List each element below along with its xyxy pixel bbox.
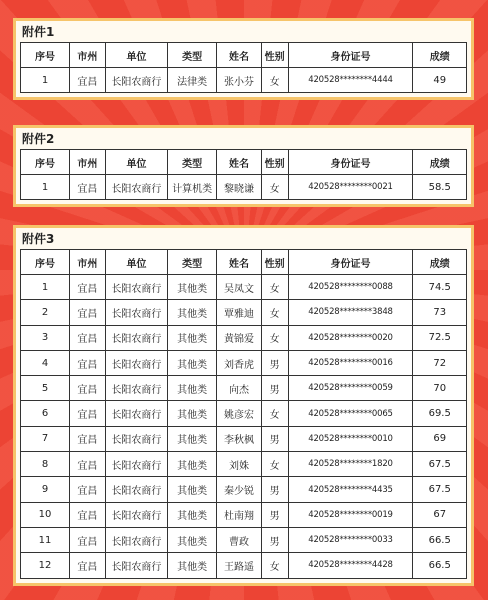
table-row: [21, 452, 467, 477]
column-header: 市州: [70, 150, 106, 175]
attachment-table: [20, 42, 467, 93]
table-cell: 姚彦宏: [217, 401, 262, 426]
table-cell: 其他类: [168, 452, 217, 477]
table-cell: 420528********0016: [288, 350, 413, 375]
table-cell: 黄锦爱: [217, 325, 262, 350]
table-cell: 420528********1820: [288, 452, 413, 477]
table-cell: 72: [413, 350, 467, 375]
table-cell: 420528********0020: [288, 325, 413, 350]
column-header: 身份证号: [288, 43, 413, 68]
table-header-row: [21, 150, 467, 175]
table-cell: 2: [21, 300, 70, 325]
table-cell: 1: [21, 175, 70, 200]
table-cell: 72.5: [413, 325, 467, 350]
attachment-table: [20, 249, 467, 579]
column-header: 序号: [21, 43, 70, 68]
table-row: [21, 376, 467, 401]
table-cell: 其他类: [168, 275, 217, 300]
table-cell: 黎晓谦: [217, 175, 262, 200]
table-cell: 66.5: [413, 553, 467, 578]
table-cell: 男: [261, 376, 288, 401]
table-row: [21, 68, 467, 93]
table-cell: 宜昌: [70, 350, 106, 375]
table-row: [21, 553, 467, 578]
table-cell: 10: [21, 502, 70, 527]
table-row: [21, 502, 467, 527]
table-cell: 张小芬: [217, 68, 262, 93]
table-cell: 7: [21, 426, 70, 451]
table-cell: 420528********0065: [288, 401, 413, 426]
table-cell: 420528********0010: [288, 426, 413, 451]
table-cell: 58.5: [413, 175, 467, 200]
table-cell: 长阳农商行: [105, 527, 167, 552]
table-cell: 其他类: [168, 401, 217, 426]
column-header: 成绩: [413, 250, 467, 275]
table-cell: 长阳农商行: [105, 350, 167, 375]
column-header: 身份证号: [288, 150, 413, 175]
table-cell: 74.5: [413, 275, 467, 300]
table-cell: 宜昌: [70, 426, 106, 451]
table-cell: 长阳农商行: [105, 553, 167, 578]
table-cell: 女: [261, 175, 288, 200]
table-cell: 覃雅迪: [217, 300, 262, 325]
table-cell: 宜昌: [70, 502, 106, 527]
column-header: 序号: [21, 150, 70, 175]
column-header: 姓名: [217, 43, 262, 68]
table-cell: 刘姝: [217, 452, 262, 477]
column-header: 单位: [105, 150, 167, 175]
table-cell: 其他类: [168, 350, 217, 375]
table-cell: 420528********4435: [288, 477, 413, 502]
table-cell: 宜昌: [70, 376, 106, 401]
column-header: 序号: [21, 250, 70, 275]
table-cell: 其他类: [168, 477, 217, 502]
table-cell: 女: [261, 275, 288, 300]
column-header: 性别: [261, 150, 288, 175]
table-header-row: [21, 43, 467, 68]
column-header: 姓名: [217, 250, 262, 275]
column-header: 类型: [168, 43, 217, 68]
table-cell: 420528********0088: [288, 275, 413, 300]
table-cell: 长阳农商行: [105, 300, 167, 325]
table-cell: 67.5: [413, 452, 467, 477]
table-cell: 长阳农商行: [105, 376, 167, 401]
table-cell: 11: [21, 527, 70, 552]
column-header: 类型: [168, 150, 217, 175]
table-cell: 70: [413, 376, 467, 401]
table-cell: 1: [21, 275, 70, 300]
column-header: 性别: [261, 250, 288, 275]
table-cell: 宜昌: [70, 527, 106, 552]
table-cell: 宜昌: [70, 325, 106, 350]
table-cell: 宜昌: [70, 175, 106, 200]
table-cell: 长阳农商行: [105, 477, 167, 502]
table-cell: 长阳农商行: [105, 426, 167, 451]
table-header: [21, 250, 467, 275]
column-header: 性别: [261, 43, 288, 68]
table-cell: 其他类: [168, 527, 217, 552]
table-cell: 9: [21, 477, 70, 502]
table-cell: 李秋枫: [217, 426, 262, 451]
table-cell: 女: [261, 401, 288, 426]
table-cell: 法律类: [168, 68, 217, 93]
table-cell: 66.5: [413, 527, 467, 552]
table-cell: 69: [413, 426, 467, 451]
table-row: [21, 175, 467, 200]
table-cell: 1: [21, 68, 70, 93]
table-cell: 6: [21, 401, 70, 426]
table-cell: 49: [413, 68, 467, 93]
table-cell: 杜南翔: [217, 502, 262, 527]
column-header: 市州: [70, 250, 106, 275]
table-row: [21, 477, 467, 502]
table-cell: 男: [261, 426, 288, 451]
table-row: [21, 401, 467, 426]
table-cell: 男: [261, 477, 288, 502]
table-row: [21, 275, 467, 300]
table-cell: 曹政: [217, 527, 262, 552]
table-cell: 其他类: [168, 502, 217, 527]
table-cell: 其他类: [168, 325, 217, 350]
table-body: [21, 175, 467, 200]
table-cell: 420528********4444: [288, 68, 413, 93]
table-cell: 8: [21, 452, 70, 477]
table-cell: 向杰: [217, 376, 262, 401]
table-row: [21, 300, 467, 325]
table-cell: 长阳农商行: [105, 401, 167, 426]
column-header: 单位: [105, 250, 167, 275]
attachment-1-card: [13, 18, 474, 100]
column-header: 姓名: [217, 150, 262, 175]
attachment-table: [20, 149, 467, 200]
table-cell: 计算机类: [168, 175, 217, 200]
table-header-row: [21, 250, 467, 275]
table-header: [21, 43, 467, 68]
table-cell: 长阳农商行: [105, 68, 167, 93]
table-cell: 420528********0059: [288, 376, 413, 401]
table-cell: 长阳农商行: [105, 452, 167, 477]
table-cell: 长阳农商行: [105, 502, 167, 527]
table-cell: 男: [261, 502, 288, 527]
table-cell: 宜昌: [70, 401, 106, 426]
column-header: 成绩: [413, 43, 467, 68]
table-cell: 长阳农商行: [105, 175, 167, 200]
table-cell: 男: [261, 527, 288, 552]
table-cell: 女: [261, 300, 288, 325]
table-cell: 宜昌: [70, 553, 106, 578]
table-body: [21, 275, 467, 579]
table-cell: 长阳农商行: [105, 275, 167, 300]
table-cell: 3: [21, 325, 70, 350]
column-header: 市州: [70, 43, 106, 68]
table-cell: 王路遥: [217, 553, 262, 578]
table-cell: 刘香虎: [217, 350, 262, 375]
table-cell: 420528********4428: [288, 553, 413, 578]
table-cell: 吴凤文: [217, 275, 262, 300]
table-cell: 宜昌: [70, 477, 106, 502]
column-header: 身份证号: [288, 250, 413, 275]
table-cell: 420528********3848: [288, 300, 413, 325]
attachment-2-card: [13, 125, 474, 207]
table-cell: 宜昌: [70, 300, 106, 325]
table-cell: 女: [261, 325, 288, 350]
table-cell: 4: [21, 350, 70, 375]
table-cell: 其他类: [168, 300, 217, 325]
table-row: [21, 527, 467, 552]
table-cell: 67: [413, 502, 467, 527]
table-cell: 5: [21, 376, 70, 401]
table-cell: 其他类: [168, 553, 217, 578]
table-cell: 其他类: [168, 426, 217, 451]
attachment-title: 附件2: [22, 132, 55, 146]
table-cell: 67.5: [413, 477, 467, 502]
table-cell: 宜昌: [70, 275, 106, 300]
column-header: 类型: [168, 250, 217, 275]
table-cell: 女: [261, 553, 288, 578]
table-cell: 宜昌: [70, 452, 106, 477]
table-row: [21, 350, 467, 375]
table-cell: 男: [261, 350, 288, 375]
table-body: [21, 68, 467, 93]
table-cell: 69.5: [413, 401, 467, 426]
table-cell: 其他类: [168, 376, 217, 401]
table-cell: 秦少锐: [217, 477, 262, 502]
table-row: [21, 426, 467, 451]
table-cell: 73: [413, 300, 467, 325]
attachment-3-card: [13, 225, 474, 586]
table-row: [21, 325, 467, 350]
table-cell: 420528********0033: [288, 527, 413, 552]
attachment-title: 附件1: [22, 25, 55, 39]
table-header: [21, 150, 467, 175]
table-cell: 女: [261, 68, 288, 93]
column-header: 单位: [105, 43, 167, 68]
table-cell: 420528********0019: [288, 502, 413, 527]
table-cell: 宜昌: [70, 68, 106, 93]
attachment-title: 附件3: [22, 232, 55, 246]
table-cell: 女: [261, 452, 288, 477]
table-cell: 长阳农商行: [105, 325, 167, 350]
column-header: 成绩: [413, 150, 467, 175]
table-cell: 420528********0021: [288, 175, 413, 200]
table-cell: 12: [21, 553, 70, 578]
